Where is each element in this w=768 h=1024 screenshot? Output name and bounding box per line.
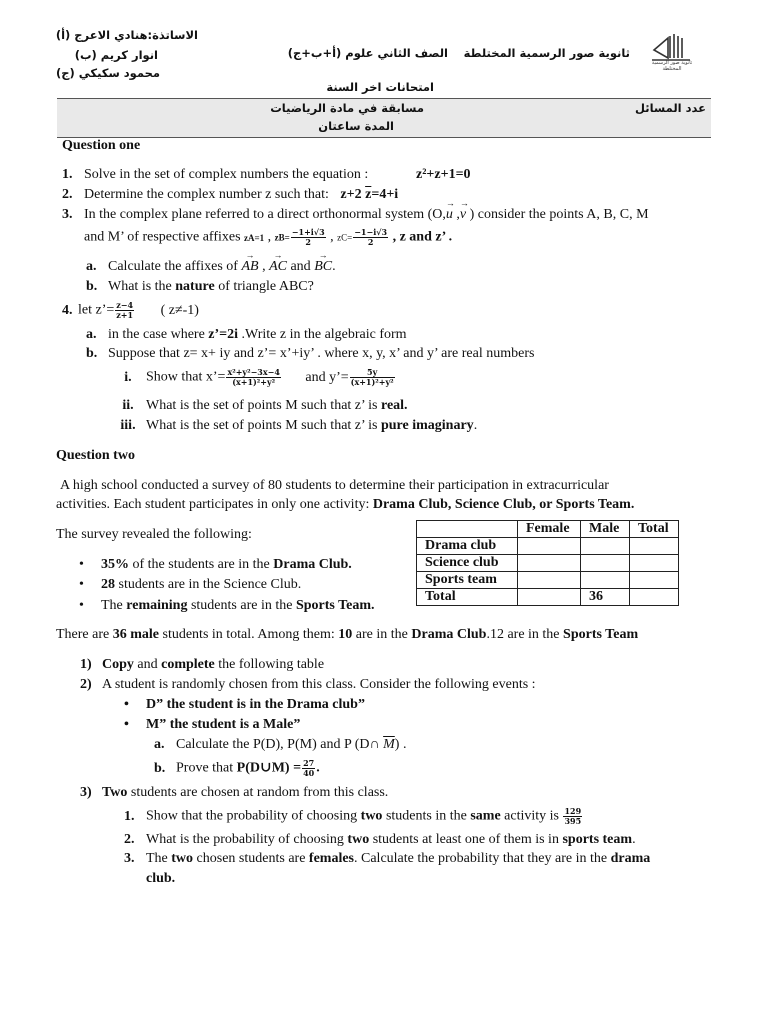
- logo-caption: ثانوية صور الرسمية المختلطة: [651, 60, 693, 72]
- q2-intro-line-1: A high school conducted a survey of 80 students to determine their participation in extracurricular: [60, 478, 609, 493]
- q1-4b-i: i. Show that x’= $\frac{\text{x²+y²−3x−4}}{\text{(x+1)²+y²}}$ and y’= $\frac{5y}{\text{(x+1)²+y²}}$: [124, 367, 394, 387]
- teacher-line-1: الاساتذة:هنادي الاعرج (أ): [55, 28, 198, 42]
- q1-item-3: 3. In the complex plane referred to a direct orthonormal system (O,→ u ,→ v ) consider the points A, B, C, M: [62, 207, 649, 223]
- q2-part-2a: a. Calculate the P(D), P(M) and P (D∩ $\overline{M}$) .: [154, 737, 407, 752]
- survey-bullet-3: • The remaining students are in the Sports Team.: [101, 598, 375, 614]
- q2-part-3-3: 3. The two chosen students are females. Calculate the probability that they are in the drama: [124, 851, 651, 866]
- q2-part-3-1: 1. Show that the probability of choosing two students in the same activity is $\frac{129}{395}$: [124, 806, 582, 826]
- class-label: الصف الثاني علوم (أ+ب+ج): [287, 46, 448, 60]
- table-row: Sports team: [417, 572, 679, 589]
- teacher-line-2: انوار كريم (ب): [74, 48, 158, 62]
- q1-item-1-equation: z²+z+1=0: [416, 167, 471, 182]
- q2-intro-line-2: activities. Each student participates in only one activity: Drama Club, Science Club, or Sports Team.: [56, 497, 635, 512]
- q1-3a: a. Calculate the affixes of → AB , → AC and → BC.: [86, 259, 336, 275]
- survey-bullet-2: • 28 students are in the Science Club.: [101, 577, 301, 593]
- q1-4a: a. in the case where z’=2i .Write z in the algebraic form: [86, 327, 407, 342]
- table-header-row: Female Male Total: [417, 521, 679, 538]
- q1-4b: b. Suppose that z= x+ iy and z’= x’+iy’ . where x, y, x’ and y’ are real numbers: [86, 346, 535, 361]
- table-row: Science club: [417, 555, 679, 572]
- event-m: • M” the student is a Male”: [146, 717, 300, 733]
- q1-4b-ii: ii. What is the set of points M such that z’ is real.: [122, 398, 408, 413]
- table-row: Total 36: [417, 589, 679, 606]
- q1-item-2: 2. Determine the complex number z such that: z+2 $\overline{z}=4+i$: [62, 187, 399, 202]
- question-one-title: Question one: [62, 138, 141, 153]
- q1-3b: b. What is the nature of triangle ABC?: [86, 279, 314, 294]
- q2-part-2: 2) A student is randomly chosen from this class. Consider the following events :: [80, 677, 536, 692]
- q2-part-3-2: 2. What is the probability of choosing two students at least one of them is in sports team.: [124, 832, 636, 847]
- vector-v: → v: [460, 207, 466, 223]
- survey-label: The survey revealed the following:: [56, 527, 252, 542]
- q1-item-3-affixes: and M’ of respective affixes zA=1 , zB= $\frac{-1+i√3}{2}$ , zC= $\frac{-1-i√3}{2}$ , z and z’ .: [84, 227, 453, 247]
- school-name: ثانوية صور الرسمية المختلطة: [463, 46, 630, 60]
- question-two-title: Question two: [56, 448, 135, 463]
- problems-count-label: عدد المسائل: [635, 101, 706, 115]
- duration-label: المدة ساعتان: [318, 119, 394, 133]
- q2-part-3: 3) Two students are chosen at random from this class.: [80, 785, 389, 800]
- q2-part-2b: b. Prove that P(D∪M) = $\frac{27}{40}$ .: [154, 758, 320, 778]
- event-d: • D” the student is in the Drama club”: [146, 697, 365, 713]
- q1-item-1: 1. Solve in the set of complex numbers the equation :: [62, 167, 369, 182]
- q2-part-1: 1) Copy and complete the following table: [80, 657, 325, 672]
- survey-bullet-1: • 35% of the students are in the Drama Club.: [101, 557, 352, 573]
- survey-table: [416, 520, 679, 606]
- q1-4b-iii: iii. What is the set of points M such that z’ is pure imaginary.: [120, 418, 478, 433]
- exam-title: امتحانات اخر السنة: [326, 80, 434, 94]
- q2-part-3-3-cont: club.: [146, 871, 176, 886]
- table-row: Drama club: [417, 538, 679, 555]
- vector-u: → u: [446, 207, 453, 223]
- male-info-line: There are 36 male students in total. Among them: 10 are in the Drama Club.12 are in the Sports Team: [56, 627, 639, 642]
- subject-label: مسابقة في مادة الرياضيات: [270, 101, 424, 115]
- q1-item-4: 4. let z’= $\frac{z-4}{z+1}$ ( z≠-1): [62, 300, 199, 320]
- teacher-line-3: محمود سكيكي (ج): [55, 66, 160, 80]
